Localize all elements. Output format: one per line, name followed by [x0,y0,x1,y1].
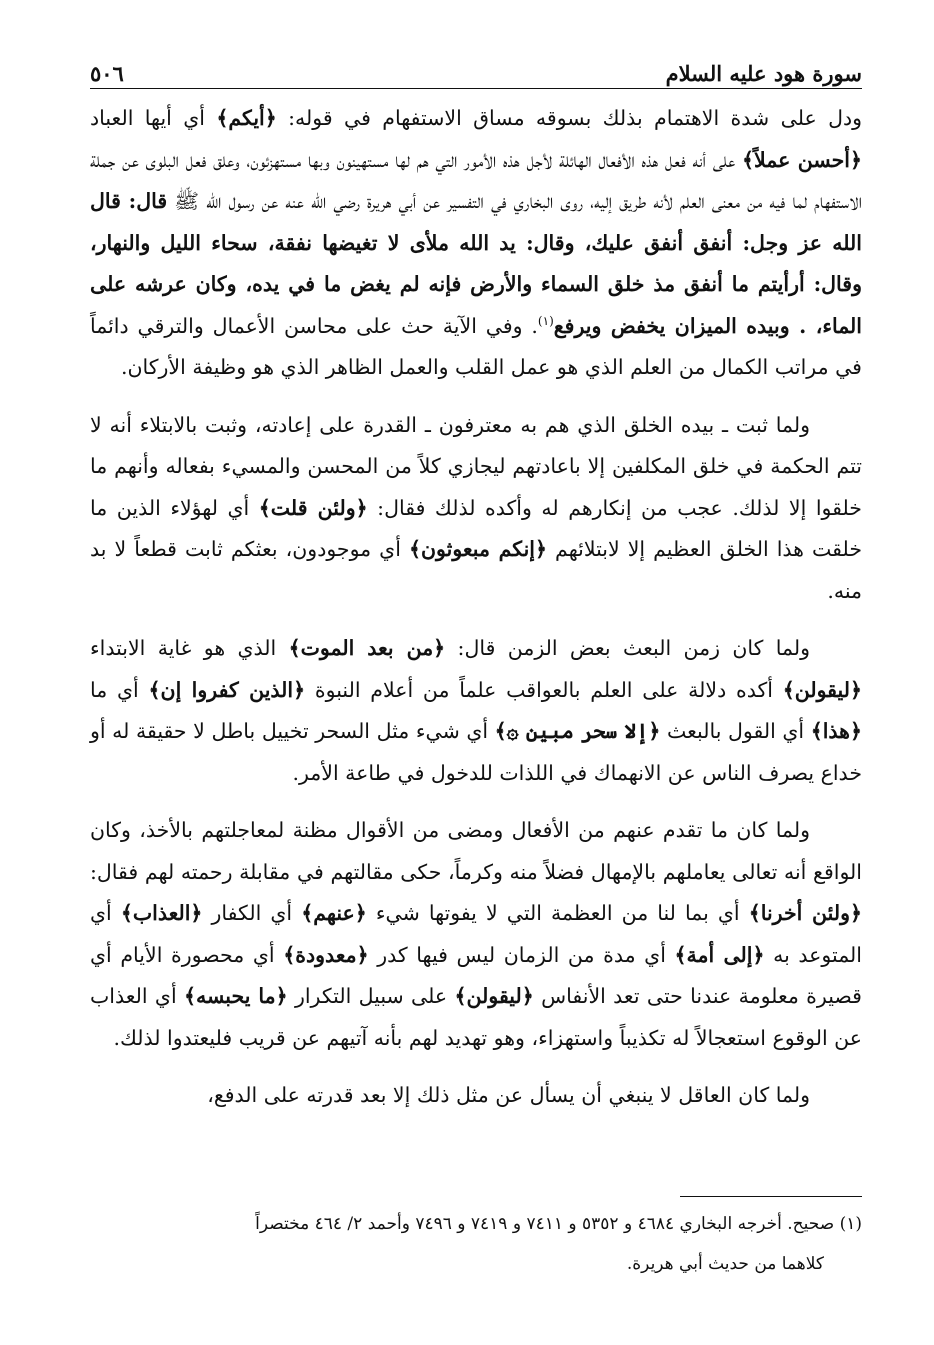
text-segment: ولما كان زمن البعث بعض الزمن قال: [445,636,810,660]
text-segment: أي محصورة الأيام أي قصيرة معلومة عندنا حتى تعد الأنفاس [90,942,862,1008]
text-segment: أي المتوعد به [90,901,862,967]
quoted-text: ﴿من بعد الموت﴾ [288,636,446,660]
footnote-line: كلاهما من حديث أبي هريرة. [626,1254,824,1274]
quoted-text: ﴿ليقولن﴾ [782,677,862,702]
text-segment: ولما كان العاقل لا ينبغي أن يسأل عن مثل ذلك إلا بعد قدرته على الدفع، [207,1083,810,1107]
quoted-text: ﴿أيكم﴾ [216,106,277,130]
text-segment: أي الكفار [202,901,302,925]
text-segment: الذي هو غاية الابتداء [90,636,289,660]
page-header [90,52,862,86]
paragraph [90,628,862,794]
surah-title: سورة هود عليه السلام [665,61,862,86]
text-segment: أي شيء مثل السحر تخييل باطل لا حقيقة له أو خداع يصرف الناس عن الانهماك في اللذات للدخول في طاعة الأمر. [90,719,862,785]
quoted-text: ﴿هذا﴾ [810,719,862,743]
quoted-text: ﴿ليقولن﴾ [454,984,534,1008]
paragraph [90,810,862,1059]
quoted-text: ﴿ولئن قلت﴾ [258,495,368,520]
page-number: ٥٠٦ [90,61,124,86]
text-segment: أي القول بالبعث [660,719,811,743]
paragraph [90,98,862,389]
text-segment: . وفي الآية حث على محاسن الأعمال والترقي دائماً في مراتب الكمال من العلم الذي هو عمل القلب والعمل الظاهر الذي هو وظيفة الأركان. [90,313,862,379]
quoted-text: ﴿ما يحبسه﴾ [184,984,288,1008]
text-segment: ولما كان ما تقدم عنهم من الأفعال ومضى من الأقوال مظنة لمعاجلتهم بالأخذ، وكان الواقع أنه تعالى يعاملهم بالإمهال فضلاً منه وكرماً، حكى مقالتهم في مقابلة رحمته لهم فقال: [90,818,862,884]
text-segment: أي مدة من الزمان ليس فيها كدر [368,942,675,967]
quoted-text: ﴿إلى أمة﴾ [674,942,765,967]
main-text [90,98,862,1133]
quoted-text: ﴿ولئن أخرنا﴾ [748,901,863,925]
paragraph [90,405,862,613]
footnote-divider [680,1196,862,1197]
text-segment: على أنه فعل هذه الأفعال الهائلة لأجل هذه الأمور التي هم لها مستهينون وبها مستهزئون، وعلق فعل البلوى عن جملة الاستفهام لما فيه من معنى العلم لأنه طريق إليه، روى البخاري في التفسير عن أبي هريرة رضي الله عنه عن رسول الله ﷺ [90,147,862,213]
text-segment: أكده دلالة على العلم بالعواقب علماً من أعلام النبوة [305,677,783,702]
text-segment: أي لهؤلاء الذين ما خلقت هذا الخلق العظيم إلا لابتلائهم [90,495,862,561]
text-segment: أي موجودون، بعثكم ثابت قطعاً لا بد منه. [90,537,862,603]
quoted-text: ﴿أحسن عملاً﴾ [742,147,862,172]
quoted-text: ﴿عنهم﴾ [301,901,367,925]
text-segment: أي أيها العباد [90,106,217,130]
header-divider [90,88,862,89]
text-segment: أي بما لنا من العظمة التي لا يفوتها شيء [366,901,749,925]
quoted-text: ﴿إلا سحر مبين ۞﴾ [494,719,661,743]
footnote-line: (١) صحيح. أخرجه البخاري ٤٦٨٤ و ٥٣٥٢ و ٧٤١١ و ٧٤١٩ و ٧٤٩٦ وأحمد ٢/ ٤٦٤ مختصراً [255,1214,862,1234]
text-segment: ودل على شدة الاهتمام بذلك بسوقه مساق الاستفهام في قوله: [276,106,862,130]
text-segment: ولما ثبت ـ بيده الخلق الذي هم به معترفون ـ القدرة على إعادته، وثبت بالابتلاء أنه لا تتم الحكمة في خلق المكلفين إلا باعادتهم ليجازي كلاً من المحسن والمسيء بفعاله وأنهم ما خلقوا إلا لذلك. عجب من إنكارهم له وأكده لذلك فقال: [90,412,862,520]
footnote-marker: (١) [537,313,554,328]
footnotes [90,1204,862,1284]
quoted-text: قال: قال الله عز وجل: أنفق أنفق عليك، وقال: يد الله ملأى لا تغيضها نفقة، سحاء الليل والنهار، وقال: أرأيتم ما أنفق مذ خلق السماء والأرض فإنه لم يغض ما في يده، وكان عرشه على الماء، . وبيده الميزان يخفض ويرفع [90,189,862,338]
quoted-text: ﴿معدودة﴾ [283,942,369,967]
quoted-text: ﴿العذاب﴾ [120,901,203,925]
quoted-text: ﴿إنكم مبعوثون﴾ [408,537,548,561]
text-segment: أي ما [90,677,149,702]
quoted-text: ﴿الذين كفروا إن﴾ [148,677,306,702]
paragraph [90,1075,862,1117]
text-segment: على سبيل التكرار [287,984,455,1008]
text-segment: أي العذاب عن الوقوع استعجالاً له تكذيباً واستهزاء، وهو تهديد لهم بأنه آتيهم عن قريب فليعتدوا لذلك. [90,984,862,1050]
